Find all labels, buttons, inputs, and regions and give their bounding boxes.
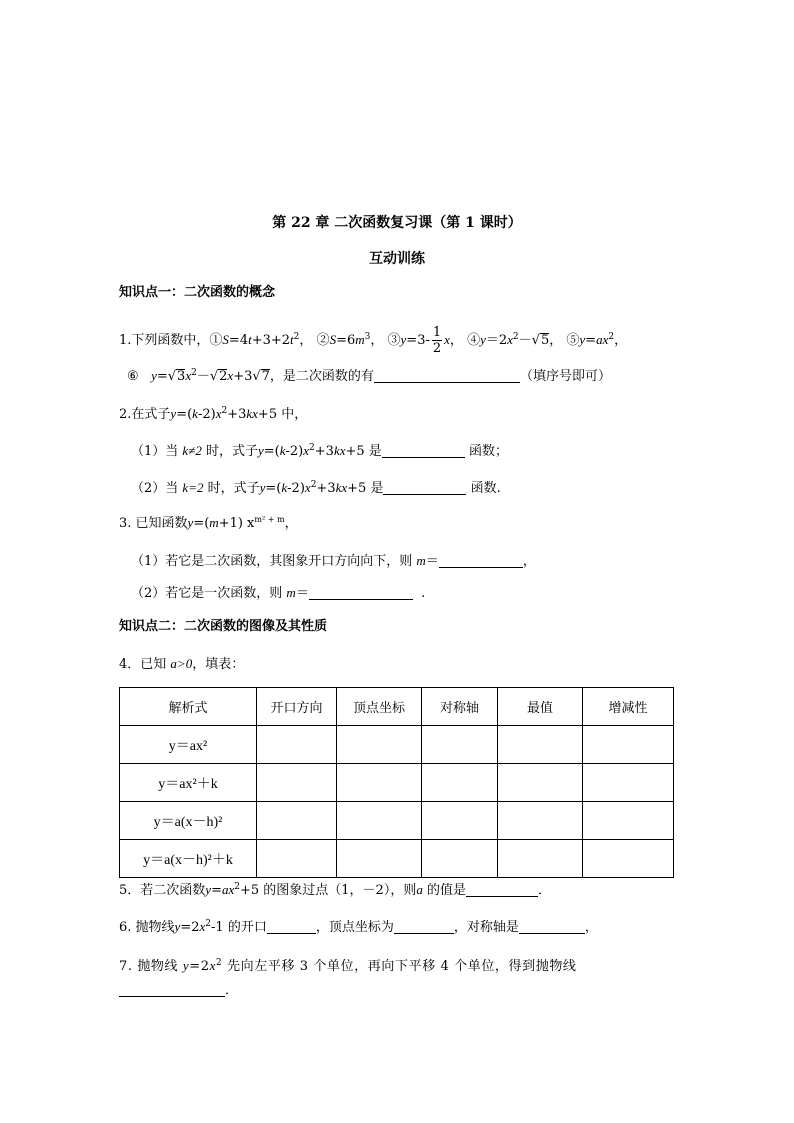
table-cell-answer[interactable] (422, 802, 498, 840)
table-cell-answer[interactable] (257, 726, 337, 764)
table-cell-answer[interactable] (583, 726, 674, 764)
answer-blank-q6-2[interactable] (394, 920, 454, 934)
q2-p1-end: 函数； (468, 444, 508, 459)
page-subtitle: 互动训练 (369, 251, 425, 267)
q1-hint: （填序号即可） (519, 369, 611, 384)
table-cell-formula: y＝a(x－h)² (120, 802, 257, 840)
q5-tail: 的值是 (426, 883, 466, 898)
answer-blank-q6-1[interactable] (267, 920, 316, 934)
q3-p2-var: m (286, 585, 296, 600)
q5-mid: 的图象过点（1，－2），则 (263, 883, 417, 898)
table-cell-answer[interactable] (498, 726, 583, 764)
table-cell-formula: y＝ax² (120, 726, 257, 764)
page-title: 第 22 章 二次函数复习课（第 1 课时） (272, 215, 522, 231)
q4-condition: a>0 (170, 656, 193, 671)
table-header: 最值 (498, 688, 583, 726)
table-cell-answer[interactable] (422, 840, 498, 878)
item-marker-4: ④ (467, 333, 481, 348)
q4-tail: ，填表： (192, 657, 245, 672)
q2-p2-prefix: （2）当 (131, 481, 179, 496)
answer-blank-q3-2[interactable] (309, 586, 413, 600)
table-header: 顶点坐标 (337, 688, 422, 726)
answer-blank-q7[interactable] (119, 983, 225, 997)
table-cell-answer[interactable] (583, 840, 674, 878)
q6-lead: 6. 抛物线 (119, 920, 175, 935)
table-cell-formula: y＝ax²＋k (120, 764, 257, 802)
table-cell-answer[interactable] (257, 802, 337, 840)
q7-lead: 7. 抛物线 (119, 959, 179, 974)
q7-tail: 先向左平移 3 个单位，再向下平移 4 个单位，得到抛物线 (227, 959, 577, 974)
table-cell-answer[interactable] (257, 840, 337, 878)
answer-blank-q2-2[interactable] (383, 481, 466, 495)
table-cell-answer[interactable] (257, 764, 337, 802)
question-5: 5．若二次函数$y=ax^2+5$ 的图象过点（1，－2），则a 的值是 ． (119, 882, 551, 898)
table-header: 开口方向 (257, 688, 337, 726)
table-header: 增减性 (583, 688, 674, 726)
question-3-part-2: （2）若它是一次函数，则 m＝ . (131, 585, 426, 601)
q2-p2-mid: 时，式子 (207, 481, 260, 496)
q5-var: a (416, 882, 423, 897)
table-cell-formula: y＝a(x－h)²＋k (120, 840, 257, 878)
item-marker-2: ② (316, 333, 330, 348)
table-cell-answer[interactable] (498, 802, 583, 840)
q6-part-c: ，对称轴是 (453, 920, 519, 935)
item-marker-5: ⑤ (566, 333, 580, 348)
table-row (120, 764, 674, 802)
question-7-line-2: ． (119, 982, 238, 1000)
q2-p1-mid: 时，式子 (205, 444, 258, 459)
q1-tail: ，是二次函数的有 (269, 369, 374, 384)
table-cell-answer[interactable] (337, 764, 422, 802)
fraction-one-half: $\frac{1}{2}$ (432, 325, 442, 356)
q3-lead: 3. 已知函数 (119, 516, 188, 531)
question-4-stem (119, 655, 244, 674)
answer-blank-q1[interactable] (374, 369, 520, 383)
q2-p2-end: 函数. (470, 481, 501, 496)
answer-blank-q5[interactable] (466, 883, 538, 897)
table-cell-answer[interactable] (337, 726, 422, 764)
table-header-row (120, 688, 674, 726)
answer-blank-q6-3[interactable] (519, 920, 585, 934)
q6-part-b: ，顶点坐标为 (315, 920, 394, 935)
question-2-stem: 2.在式子$y=(k-2)x^2+3kx+5$ 中， (119, 406, 308, 422)
table-header: 解析式 (120, 688, 257, 726)
q3-p2-text: （2）若它是一次函数，则 (131, 586, 283, 601)
question-1-line-1: 1.下列函数中，$①S=4t+3+2t^2$， $②S=6m^3$， ③y=3- $\frac{1}{2}$ x， $④y=2x^2-√5$， $⑤y=ax^2$， (119, 325, 628, 356)
properties-table (119, 687, 674, 878)
q4-lead: 4．已知 (119, 657, 167, 672)
item-marker-1: ① (209, 333, 223, 348)
q2-p2-condition: k=2 (182, 480, 204, 495)
q5-lead: 5．若二次函数 (119, 883, 206, 898)
q2-lead: 2.在式子 (119, 407, 171, 422)
q2-p1-prefix: （1）当 (131, 444, 179, 459)
table-cell-answer[interactable] (422, 726, 498, 764)
q3-p1-text: （1）若它是二次函数，其图象开口方向向下，则 (131, 554, 413, 569)
item-marker-3: ③ (387, 333, 401, 348)
question-1-line-2: ⑥ $y=√3x^2-√2x+3√7$，是二次函数的有 （填序号即可） (127, 368, 611, 384)
question-6: 6. 抛物线$y=2x^2-1$ 的开口 ，顶点坐标为 ，对称轴是 ， (119, 919, 598, 935)
table-cell-answer[interactable] (422, 764, 498, 802)
table-row (120, 726, 674, 764)
table-cell-answer[interactable] (498, 764, 583, 802)
q3-p1-var: m (416, 553, 426, 568)
table-cell-answer[interactable] (583, 764, 674, 802)
table-cell-answer[interactable] (337, 802, 422, 840)
answer-blank-q3-1[interactable] (439, 554, 523, 568)
q2-p1-condition: k≠2 (182, 443, 202, 458)
answer-blank-q2-1[interactable] (382, 444, 465, 458)
question-2-part-2: （2）当 k=2 时，式子$y=(k-2)x^2+3kx+5$ 是 函数. (131, 480, 501, 496)
table-cell-answer[interactable] (337, 840, 422, 878)
section-1-title: 知识点一：二次函数的概念 (119, 285, 276, 300)
q6-part-a: 的开口 (227, 920, 267, 935)
question-3-part-1: （1）若它是二次函数，其图象开口方向向下，则 m＝ ， (131, 553, 536, 569)
q2-p2-is: 是 (370, 481, 384, 496)
table-header: 对称轴 (422, 688, 498, 726)
table-cell-answer[interactable] (498, 840, 583, 878)
table-row (120, 802, 674, 840)
question-2-part-1: （1）当 k≠2 时，式子$y=(k-2)x^2+3kx+5$ 是 函数； (131, 443, 508, 459)
q2-p1-is: 是 (368, 444, 382, 459)
item-marker-6: ⑥ (127, 369, 139, 384)
question-3-stem: 3. 已知函数y=(m+1) $x^{m^2 + m}$， (119, 515, 298, 531)
section-2-title: 知识点二：二次函数的图像及其性质 (119, 619, 328, 634)
table-row (120, 840, 674, 878)
question-7-line-1: 7. 抛物线 $y=2x^2$ 先向左平移 3 个单位，再向下平移 4 个单位，得到抛物线 (119, 958, 577, 974)
table-cell-answer[interactable] (583, 802, 674, 840)
q1-lead: 1.下列函数中， (119, 333, 210, 348)
